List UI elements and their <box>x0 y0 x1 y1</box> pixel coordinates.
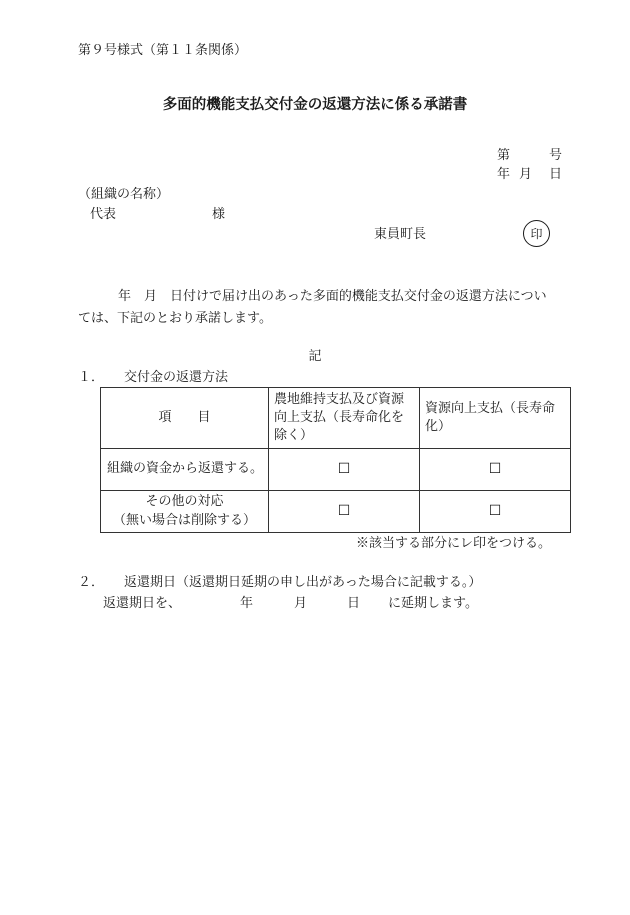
extension-year: 年 <box>240 596 254 611</box>
seal-mark <box>523 220 550 247</box>
seal-label: 印 <box>530 227 543 241</box>
section1-heading: 交付金の返還方法 <box>124 370 229 385</box>
row2-label-line2: （無い場合は削除する） <box>112 512 256 528</box>
doc-number-go: 号 <box>549 148 563 163</box>
extension-suffix: に延期します。 <box>388 596 478 611</box>
row2-label-line1: その他の対応 <box>145 494 224 510</box>
extension-day: 日 <box>347 596 361 611</box>
doc-date-year: 年 <box>497 167 511 182</box>
form-number: 第９号様式（第１１条関係） <box>78 43 248 58</box>
section2-heading: 返還期日（返還期日延期の申し出があった場合に記載する。） <box>124 575 482 590</box>
row2-col2-checkbox[interactable]: ☐ <box>420 491 571 533</box>
doc-number-dai: 第 <box>497 148 511 163</box>
table-row <box>101 449 571 491</box>
org-name-label: （組織の名称） <box>78 187 170 202</box>
body-line-2: ては、下記のとおり承諾します。 <box>78 311 272 326</box>
ki-label: 記 <box>308 349 322 364</box>
honorific: 様 <box>212 207 226 222</box>
header-col2: 資源向上支払（長寿命化） <box>420 388 571 449</box>
row2-label <box>101 491 269 533</box>
table-row <box>101 491 571 533</box>
doc-date-month: 月 <box>519 167 533 182</box>
issuer-name: 東員町長 <box>374 227 427 242</box>
section1-number: １． <box>78 370 105 385</box>
row1-col1-checkbox[interactable]: ☐ <box>269 449 420 491</box>
header-item: 項 目 <box>101 388 269 449</box>
extension-prefix: 返還期日を、 <box>103 596 182 611</box>
body-line-1: 年 月 日付けで届け出のあった多面的機能支払交付金の返還方法につい <box>118 289 547 304</box>
row1-col2-checkbox[interactable]: ☐ <box>420 449 571 491</box>
check-note: ※該当する部分にレ印をつける。 <box>356 536 552 551</box>
row1-label: 組織の資金から返還する。 <box>101 449 269 491</box>
return-method-table <box>100 387 571 533</box>
extension-month: 月 <box>294 596 308 611</box>
document-title: 多面的機能支払交付金の返還方法に係る承諾書 <box>162 97 468 113</box>
representative-label: 代表 <box>90 207 117 222</box>
section2-number: ２． <box>78 575 105 590</box>
header-col1: 農地維持支払及び資源向上支払（長寿命化を除く） <box>269 388 420 449</box>
table-header-row <box>101 388 571 449</box>
doc-date-day: 日 <box>549 167 563 182</box>
row2-col1-checkbox[interactable]: ☐ <box>269 491 420 533</box>
